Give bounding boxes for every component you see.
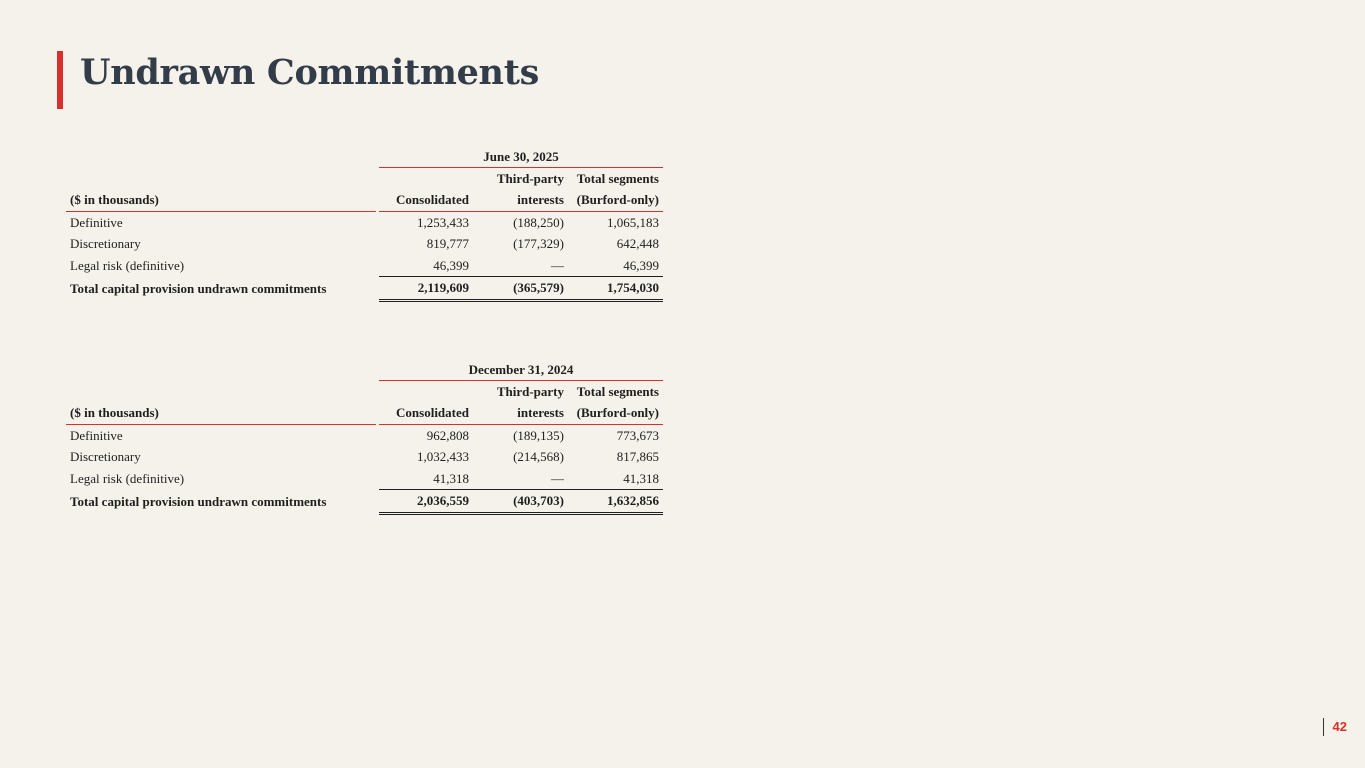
table-row (66, 425, 663, 447)
undrawn-commitments-table-dec-2024 (66, 359, 663, 515)
units-label: ($ in thousands) (66, 190, 376, 212)
total-value: 1,754,030 (568, 277, 663, 300)
total-label: Total capital provision undrawn commitments (70, 493, 327, 509)
period-header-row (66, 359, 663, 381)
cell-value: 41,318 (433, 470, 469, 486)
total-value: 1,632,856 (568, 490, 663, 513)
total-value: 2,119,609 (379, 277, 473, 300)
column-header: (Burford-only) (568, 190, 663, 212)
cell-value: 642,448 (616, 236, 659, 252)
title-accent-bar (57, 51, 63, 109)
cell-value: (177,329) (513, 236, 564, 252)
table-row (66, 468, 663, 490)
total-row (66, 277, 663, 300)
total-value: 2,036,559 (379, 490, 473, 513)
cell-value: (214,568) (513, 449, 564, 465)
cell-value: 1,065,183 (607, 214, 659, 230)
column-header: interests (473, 190, 568, 212)
table-row (66, 212, 663, 234)
period-label: December 31, 2024 (379, 359, 663, 381)
column-header: interests (473, 403, 568, 425)
column-header-row-1 (66, 168, 663, 190)
row-label: Legal risk (definitive) (70, 470, 185, 486)
cell-value: 46,399 (623, 257, 659, 273)
column-header: Consolidated (379, 403, 473, 425)
total-row (66, 490, 663, 513)
cell-value: — (551, 470, 564, 486)
column-header-row-2 (66, 190, 663, 212)
row-label: Legal risk (definitive) (70, 257, 185, 273)
cell-value: 41,318 (623, 470, 659, 486)
cell-value: 962,808 (426, 427, 469, 443)
row-label: Definitive (70, 214, 123, 230)
total-value: (403,703) (473, 490, 568, 513)
page-number: 42 (1323, 718, 1347, 736)
total-value: (365,579) (473, 277, 568, 300)
cell-value: (188,250) (513, 214, 564, 230)
column-header-row-2 (66, 403, 663, 425)
cell-value: 1,032,433 (417, 449, 469, 465)
column-header: Total segments (576, 171, 659, 187)
cell-value: — (551, 257, 564, 273)
period-label: June 30, 2025 (379, 146, 663, 168)
undrawn-commitments-table-june-2025 (66, 146, 663, 302)
row-label: Definitive (70, 427, 123, 443)
units-label: ($ in thousands) (66, 403, 376, 425)
table-row (66, 447, 663, 468)
cell-value: 1,253,433 (417, 214, 469, 230)
page-title: Undrawn Commitments (80, 52, 539, 93)
total-label: Total capital provision undrawn commitments (70, 280, 327, 296)
cell-value: 817,865 (616, 449, 659, 465)
table-row (66, 255, 663, 277)
period-header-row (66, 146, 663, 168)
row-label: Discretionary (70, 236, 141, 252)
column-header: Third-party (496, 384, 564, 400)
cell-value: (189,135) (513, 427, 564, 443)
table-row (66, 234, 663, 255)
column-header-row-1 (66, 381, 663, 403)
column-header: Total segments (576, 384, 659, 400)
column-header: (Burford-only) (568, 403, 663, 425)
row-label: Discretionary (70, 449, 141, 465)
cell-value: 773,673 (616, 427, 659, 443)
cell-value: 819,777 (426, 236, 469, 252)
column-header: Consolidated (379, 190, 473, 212)
cell-value: 46,399 (433, 257, 469, 273)
column-header: Third-party (496, 171, 564, 187)
